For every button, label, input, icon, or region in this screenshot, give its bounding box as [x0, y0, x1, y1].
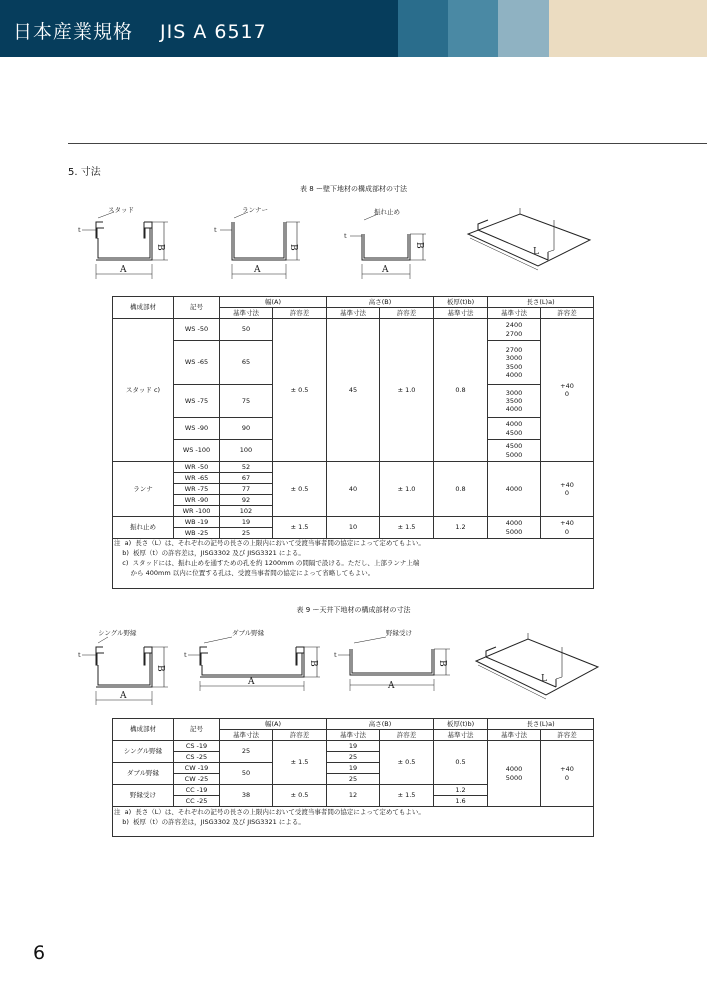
svg-text:t: t [344, 232, 347, 240]
header-stripe-2 [448, 0, 498, 57]
table8-figure [68, 200, 628, 282]
table-row: CS -25 25 [113, 752, 594, 763]
table-row: WB -25 25 [113, 528, 594, 539]
table-row: WR -75 77 [113, 484, 594, 495]
table-row: 野縁受け CC -19 38 ± 0.5 12 ± 1.5 1.2 [113, 785, 594, 796]
table9-figure [68, 625, 628, 707]
header-stripe-1 [398, 0, 448, 57]
header-stripe-4 [549, 0, 707, 57]
svg-text:B: B [288, 244, 298, 251]
svg-text:A: A [120, 265, 127, 275]
horizontal-rule [68, 143, 707, 144]
fig-label-runner: ランナー [242, 206, 268, 214]
header-band [0, 0, 707, 57]
svg-text:A: A [382, 265, 389, 275]
table8-notes: 注 a) 長さ（L）は、それぞれの記号の長さの上限内において受渡当事者間の協定によって定めてもよい。 b) 板厚（t）の許容差は，JISG3302 及び JISG3321 による。 c) スタッドには、振れ止めを通すための孔を約 1200mm の間隔で設ける。ただし、上部ランナ上端 から 400mm 以内に位置する孔は、受渡当事者間の協定によって省略してもよい。 [114, 539, 425, 578]
svg-text:A: A [254, 265, 261, 275]
table-row: WR -100 102 [113, 506, 594, 517]
table-row: WR -90 92 [113, 495, 594, 506]
header-title: 日本産業規格 JIS A 6517 [13, 21, 267, 43]
table-row: WS -90 90 4000 4500 [113, 418, 594, 440]
fig-label-brace: 振れ止め [374, 208, 400, 216]
table-row: WS -65 65 2700 3000 3500 4000 [113, 341, 594, 385]
svg-text:t: t [184, 651, 187, 659]
table-row: CC -25 1.6 [113, 796, 594, 807]
table9-notes: 注 a) 長さ（L）は、それぞれの記号の長さの上限内において受渡当事者間の協定によって定めてもよい。 b) 板厚（t）の許容差は，JISG3302 及び JISG3321 による。 [114, 808, 425, 827]
svg-text:t: t [78, 651, 81, 659]
section-title: 5. 寸法 [68, 167, 101, 178]
svg-text:A: A [120, 691, 127, 701]
table8-caption: 表 8 ー壁下地材の構成部材の寸法 [300, 185, 407, 193]
table-row: ダブル野縁 CW -19 50 19 [113, 763, 594, 774]
table-row: WR -65 67 [113, 473, 594, 484]
svg-text:t: t [334, 651, 337, 659]
table-row: ランナ WR -50 52 ± 0.5 40 ± 1.0 0.8 4000 +40 0 [113, 462, 594, 473]
svg-text:B: B [437, 660, 447, 667]
svg-text:B: B [155, 665, 165, 672]
svg-text:A: A [388, 681, 395, 691]
svg-text:A: A [248, 677, 255, 687]
svg-text:t: t [214, 226, 217, 234]
table-row: CW -25 25 [113, 774, 594, 785]
table9-caption: 表 9 ー天井下地材の構成部材の寸法 [296, 606, 411, 614]
table-row: WS -100 100 4500 5000 [113, 440, 594, 462]
svg-text:B: B [155, 244, 165, 251]
table-row: スタッド c) WS -50 50 ± 0.5 45 ± 1.0 0.8 2400 2700 +40 0 [113, 319, 594, 341]
table-row: WS -75 75 3000 3500 4000 [113, 385, 594, 418]
svg-text:t: t [78, 226, 81, 234]
page-number: 6 [33, 942, 46, 964]
fig-label-stud: スタッド [108, 206, 134, 214]
fig-label-receiver: 野縁受け [386, 629, 412, 637]
header-stripe-3 [498, 0, 549, 57]
table-row: シングル野縁 CS -19 25 ± 1.5 19 ± 0.5 0.5 4000 5000 +40 0 [113, 741, 594, 752]
table9: 構成部材 記号 幅(A) 高さ(B) 板厚(t)b) 長さ(L)a) 基準寸法 許容差 基準寸法 許容差 基準寸法 基準寸法 許容差 シングル野縁 CS -19 25 ± 1.5 19 ± 0.5 0.5 4000 5000 +40 0 CS -25 25 ダブル野縁 CW -19 50 19 CW -25 25 野縁受け CC -19 38 ± 0.5 12 ± 1.5 1.2 CC -25 1.6 [112, 718, 594, 837]
fig-label-double: ダブル野縁 [232, 629, 265, 637]
svg-text:B: B [308, 660, 318, 667]
svg-text:L: L [541, 674, 547, 684]
svg-text:B: B [414, 242, 424, 249]
table-row: 振れ止め WB -19 19 ± 1.5 10 ± 1.5 1.2 4000 5000 +40 0 [113, 517, 594, 528]
table8: 構成部材 記号 幅(A) 高さ(B) 板厚(t)b) 長さ(L)a) 基準寸法 許容差 基準寸法 許容差 基準寸法 基準寸法 許容差 スタッド c) WS -50 50 ± 0.5 45 ± 1.0 0.8 2400 2700 +40 0 WS -65 65 2700 3000 3500 4000 WS -75 75 3000 3500 4000 WS -90 90 4000 4500 WS -100 100 4500 5000 ランナ WR -50 52 ± 0.5 40 ± 1.0 0.8 4000 +40 0 WR -65 67 WR -75 77 WR -90 92 WR -100 102 振れ止め WB -19 19 ± 1.5 10 ± 1.5 1.2 4000 5000 +40 0 WB -25 25 [112, 296, 594, 589]
fig-label-single: シングル野縁 [98, 629, 137, 637]
svg-text:L: L [533, 247, 539, 257]
